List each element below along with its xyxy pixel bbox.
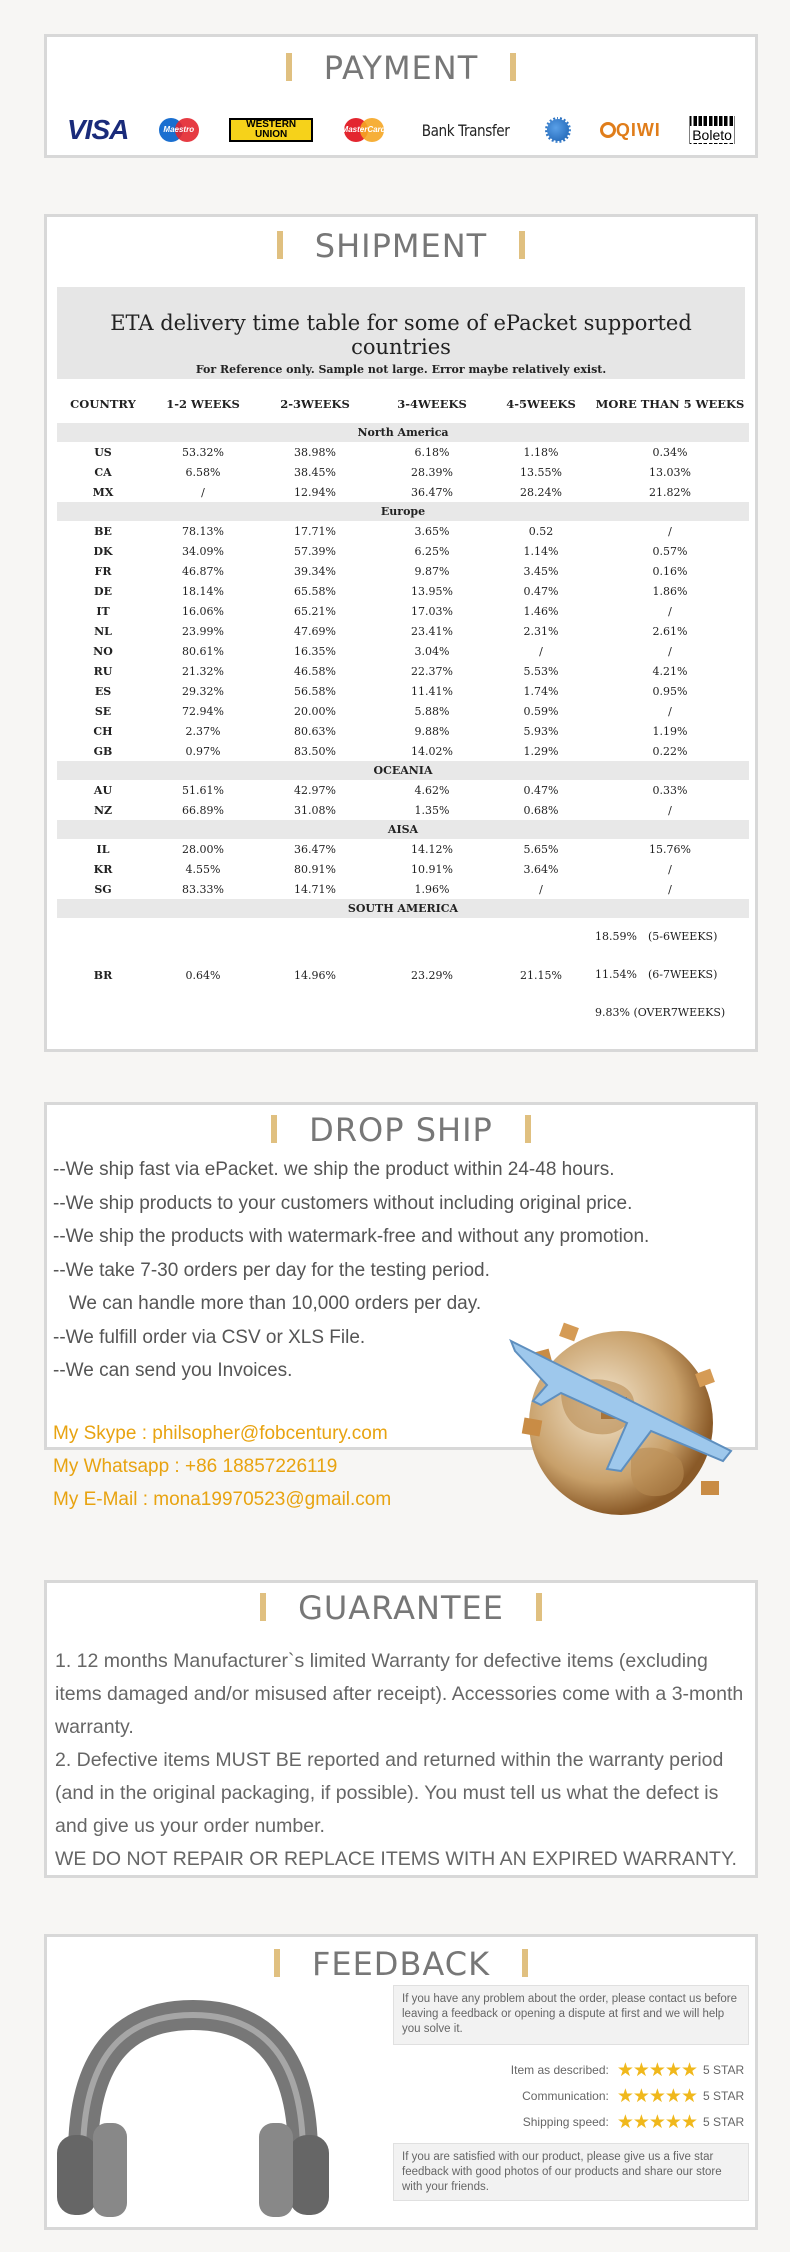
percent-cell: 1.74% [523, 684, 559, 698]
percent-cell: 53.32% [182, 445, 224, 459]
percent-cell: 80.61% [182, 644, 224, 658]
percent-cell: 56.58% [294, 684, 336, 698]
country-cell: BR [93, 968, 113, 982]
shipment-section [44, 214, 758, 1052]
table-row [57, 879, 749, 899]
percent-cell: 1.14% [523, 544, 559, 558]
eta-banner [57, 287, 745, 379]
percent-cell: 31.08% [294, 803, 336, 817]
percent-cell: 4.21% [652, 664, 688, 678]
table-row [57, 581, 749, 601]
percent-cell: 1.46% [523, 604, 559, 618]
dropship-line: --We ship fast via ePacket. we ship the product within 24-48 hours. [53, 1159, 615, 1180]
dropship-line: --We fulfill order via CSV or XLS File. [53, 1326, 366, 1348]
star-icons: ★★★★★ [616, 2085, 697, 2107]
boleto-logo: Boleto [689, 116, 735, 144]
percent-cell: 9.87% [414, 564, 450, 578]
table-row [57, 442, 749, 462]
heading-bar-left [286, 53, 292, 81]
table-row [57, 721, 749, 741]
percent-cell: 13.03% [649, 465, 691, 479]
percent-cell: 21.32% [182, 664, 224, 678]
percent-cell: 17.03% [411, 604, 453, 618]
table-row [57, 800, 749, 820]
country-cell: US [94, 445, 112, 459]
percent-cell: 65.21% [294, 604, 336, 618]
payment-heading [47, 49, 755, 87]
feedback-note-top: If you have any problem about the order, please contact us before leaving a feedback or opening a dispute at first and we will help you solve it. [393, 1985, 749, 2045]
table-row [57, 601, 749, 621]
percent-cell: 47.69% [294, 624, 336, 638]
percent-cell: 21.15% [520, 968, 562, 982]
payment-logos [67, 113, 735, 147]
feedback-heading [47, 1945, 755, 1983]
percent-cell: 21.82% [649, 485, 691, 499]
percent-cell: 0.33% [652, 783, 688, 797]
dropship-line: --We can send you Invoices. [53, 1360, 293, 1381]
percent-cell: 57.39% [294, 544, 336, 558]
percent-cell: 1.96% [414, 882, 450, 896]
region-row [57, 423, 749, 442]
percent-cell: 2.61% [652, 624, 688, 638]
percent-cell: 66.89% [182, 803, 224, 817]
eta-table-body [57, 423, 749, 1032]
table-row [57, 661, 749, 681]
headphones-icon [53, 1995, 333, 2217]
percent-cell: 36.47% [294, 842, 336, 856]
table-row [57, 462, 749, 482]
percent-cell: 15.76% [649, 842, 691, 856]
percent-cell: 80.91% [294, 862, 336, 876]
percent-cell: 0.34% [652, 445, 688, 459]
guarantee-paragraph: 1. 12 months Manufacturer`s limited Warranty for defective items (excluding items damaged and/or misused after receipt). Accessories come with a 3-month warranty. [55, 1650, 744, 1738]
country-cell: AU [93, 783, 113, 797]
heading-bar-right [525, 1115, 531, 1143]
table-row [57, 482, 749, 502]
country-cell: CA [94, 465, 112, 479]
percent-cell: 3.04% [414, 644, 450, 658]
percent-cell: 38.98% [294, 445, 336, 459]
percent-cell: 28.39% [411, 465, 453, 479]
country-cell: IL [96, 842, 110, 856]
qiwi-logo: QIWI [600, 116, 661, 144]
percent-cell: 39.34% [294, 564, 336, 578]
country-cell: NZ [93, 803, 113, 817]
eta-table [57, 385, 749, 1032]
rating-row [393, 2057, 749, 2083]
percent-cell: 14.12% [411, 842, 453, 856]
percent-cell: 42.97% [294, 783, 336, 797]
percent-cell: 80.63% [294, 724, 336, 738]
country-cell: DE [94, 584, 112, 598]
percent-cell [591, 918, 749, 1032]
table-row [57, 541, 749, 561]
dropship-contacts [53, 1417, 391, 1516]
percent-cell: 3.65% [414, 524, 450, 538]
percent-cell: 1.18% [523, 445, 559, 459]
percent-cell: 14.96% [294, 968, 336, 982]
percent-cell: 0.47% [523, 584, 559, 598]
percent-cell: 28.00% [182, 842, 224, 856]
percent-cell: 38.45% [294, 465, 336, 479]
percent-cell: / [668, 524, 672, 538]
percent-cell: 0.95% [652, 684, 688, 698]
heading-bar-left [277, 231, 283, 259]
percent-cell: 3.45% [523, 564, 559, 578]
percent-cell: 14.71% [294, 882, 336, 896]
percent-cell: 34.09% [182, 544, 224, 558]
percent-cell: 14.02% [411, 744, 453, 758]
percent-cell: 0.52 [528, 524, 554, 538]
dropship-line: We can handle more than 10,000 orders per day. [53, 1293, 482, 1314]
percent-cell: 5.93% [523, 724, 559, 738]
percent-cell: / [668, 704, 672, 718]
country-cell: NO [93, 644, 113, 658]
heading-bar-left [274, 1949, 280, 1977]
percent-cell: 1.29% [523, 744, 559, 758]
header-cell: MORE THAN 5 WEEKS [595, 397, 745, 411]
email-contact[interactable]: My E-Mail : mona19970523@gmail.com [53, 1489, 392, 1510]
table-row [57, 839, 749, 859]
guarantee-section [44, 1580, 758, 1878]
visa-logo: VISA [67, 114, 129, 145]
table-row [57, 521, 749, 541]
guarantee-paragraph: 2. Defective items MUST BE reported and returned within the warranty period (and in the original packaging, if possible). You must tell us what the defect is and give us your order number. [55, 1749, 724, 1837]
guarantee-heading [47, 1589, 755, 1627]
shipment-title: SHIPMENT [314, 227, 488, 265]
country-cell: BE [94, 524, 112, 538]
rating-row [393, 2109, 749, 2135]
percent-cell: 22.37% [411, 664, 453, 678]
br-more-line: 11.54% (6-7WEEKS) [595, 968, 718, 981]
percent-cell: 0.59% [523, 704, 559, 718]
maestro-logo: Maestro [157, 116, 201, 144]
percent-cell: 36.47% [411, 485, 453, 499]
header-cell: COUNTRY [70, 397, 136, 411]
percent-cell: / [668, 882, 672, 896]
region-name: SOUTH AMERICA [57, 899, 749, 918]
table-row [57, 741, 749, 761]
rating-row [393, 2083, 749, 2109]
percent-cell: 4.55% [185, 862, 221, 876]
percent-cell: 83.33% [182, 882, 224, 896]
table-row [57, 701, 749, 721]
percent-cell: 3.64% [523, 862, 559, 876]
br-more-line: 9.83% (OVER7WEEKS) [595, 1006, 726, 1019]
percent-cell: 0.47% [523, 783, 559, 797]
br-more-line: 18.59% (5-6WEEKS) [595, 930, 718, 943]
country-cell: DK [93, 544, 113, 558]
percent-cell: 5.53% [523, 664, 559, 678]
percent-cell: 23.41% [411, 624, 453, 638]
mastercard-logo: MasterCard [342, 116, 386, 144]
table-row [57, 780, 749, 800]
region-name: OCEANIA [57, 761, 749, 780]
percent-cell: 0.97% [185, 744, 221, 758]
percent-cell: 11.41% [411, 684, 453, 698]
dropship-title: DROP SHIP [309, 1111, 493, 1149]
bank-transfer-logo: Bank Transfer [421, 120, 510, 140]
percent-cell: 2.31% [523, 624, 559, 638]
percent-cell: 12.94% [294, 485, 336, 499]
webmoney-icon [545, 117, 571, 143]
percent-cell: / [201, 485, 205, 499]
percent-cell: 5.88% [414, 704, 450, 718]
ratings [393, 2057, 749, 2135]
percent-cell: 20.00% [294, 704, 336, 718]
dropship-heading [47, 1111, 755, 1149]
percent-cell: / [668, 803, 672, 817]
percent-cell: / [539, 644, 543, 658]
percent-cell: 16.06% [182, 604, 224, 618]
star-icons: ★★★★★ [616, 2111, 697, 2133]
country-cell: MX [92, 485, 114, 499]
percent-cell: 46.87% [182, 564, 224, 578]
region-row [57, 899, 749, 918]
western-union-logo: WESTERN UNION [229, 118, 313, 142]
heading-bar-right [519, 231, 525, 259]
star-icons: ★★★★★ [616, 2059, 697, 2081]
region-name: Europe [57, 502, 749, 521]
percent-cell: 18.14% [182, 584, 224, 598]
feedback-note-bottom: If you are satisfied with our product, please give us a five star feedback with good photos of our products and share our store with your friends. [393, 2143, 749, 2201]
guarantee-title: GUARANTEE [298, 1589, 504, 1627]
heading-bar-right [510, 53, 516, 81]
rating-label: Communication: [522, 2089, 609, 2103]
percent-cell: 72.94% [182, 704, 224, 718]
table-row [57, 561, 749, 581]
percent-cell: / [668, 862, 672, 876]
percent-cell: 46.58% [294, 664, 336, 678]
region-name: North America [57, 423, 749, 442]
dropship-line: --We take 7-30 orders per day for the testing period. [53, 1259, 490, 1281]
percent-cell: 16.35% [294, 644, 336, 658]
globe-airplane-icon [501, 1301, 751, 1523]
table-row [57, 859, 749, 879]
header-cell: 1-2 WEEKS [166, 397, 240, 411]
percent-cell: 2.37% [185, 724, 221, 738]
table-header-row [57, 385, 749, 423]
country-cell: KR [93, 862, 113, 876]
header-cell: 2-3WEEKS [280, 397, 350, 411]
payment-section [44, 34, 758, 158]
percent-cell: 51.61% [182, 783, 224, 797]
percent-cell: 78.13% [182, 524, 224, 538]
eta-subtitle: For Reference only. Sample not large. Error maybe relatively exist. [195, 363, 607, 376]
skype-contact[interactable]: My Skype : philsopher@fobcentury.com [53, 1423, 388, 1444]
percent-cell: 28.24% [520, 485, 562, 499]
percent-cell: 13.95% [411, 584, 453, 598]
percent-cell: 13.55% [520, 465, 562, 479]
percent-cell: 83.50% [294, 744, 336, 758]
percent-cell: 0.64% [185, 968, 221, 982]
percent-cell: 6.58% [185, 465, 221, 479]
heading-bar-left [271, 1115, 277, 1143]
percent-cell: 1.19% [652, 724, 688, 738]
heading-bar-right [536, 1593, 542, 1621]
percent-cell: 0.22% [652, 744, 688, 758]
eta-title: ETA delivery time table for some of ePacket supported countries [110, 311, 692, 359]
country-cell: FR [94, 564, 112, 578]
percent-cell: 0.16% [652, 564, 688, 578]
region-row [57, 820, 749, 839]
feedback-section [44, 1934, 758, 2230]
dropship-section [44, 1102, 758, 1510]
percent-cell: 0.68% [523, 803, 559, 817]
percent-cell: 9.88% [414, 724, 450, 738]
heading-bar-right [522, 1949, 528, 1977]
percent-cell: 6.18% [414, 445, 450, 459]
country-cell: IT [96, 604, 110, 618]
percent-cell: 6.25% [414, 544, 450, 558]
region-name: AISA [57, 820, 749, 839]
header-cell: 3-4WEEKS [397, 397, 467, 411]
country-cell: RU [93, 664, 113, 678]
percent-cell: 4.62% [414, 783, 450, 797]
payment-title: PAYMENT [323, 49, 479, 87]
percent-cell: / [539, 882, 543, 896]
dropship-line: --We ship the products with watermark-free and without any promotion. [53, 1226, 650, 1247]
country-cell: SG [94, 882, 112, 896]
guarantee-text [55, 1645, 747, 1876]
rating-value: 5 STAR [703, 2063, 745, 2077]
country-cell: SE [94, 704, 112, 718]
country-cell: GB [93, 744, 113, 758]
shipment-heading [47, 227, 755, 265]
rating-label: Item as described: [510, 2063, 609, 2077]
country-cell: ES [94, 684, 112, 698]
table-row [57, 641, 749, 661]
rating-value: 5 STAR [703, 2089, 745, 2103]
region-row [57, 761, 749, 780]
heading-bar-left [260, 1593, 266, 1621]
percent-cell: 10.91% [411, 862, 453, 876]
percent-cell: 1.86% [652, 584, 688, 598]
percent-cell: 29.32% [182, 684, 224, 698]
rating-label: Shipping speed: [522, 2115, 609, 2129]
table-row [57, 681, 749, 701]
percent-cell: 1.35% [414, 803, 450, 817]
whatsapp-contact[interactable]: My Whatsapp : +86 18857226119 [53, 1456, 338, 1477]
region-row [57, 502, 749, 521]
percent-cell: 23.99% [182, 624, 224, 638]
rating-value: 5 STAR [703, 2115, 745, 2129]
percent-cell: 0.57% [652, 544, 688, 558]
percent-cell: / [668, 644, 672, 658]
percent-cell: 5.65% [523, 842, 559, 856]
percent-cell: 17.71% [294, 524, 336, 538]
guarantee-paragraph: WE DO NOT REPAIR OR REPLACE ITEMS WITH AN EXPIRED WARRANTY. [55, 1848, 737, 1870]
table-row [57, 918, 749, 1032]
country-cell: NL [94, 624, 112, 638]
country-cell: CH [93, 724, 113, 738]
percent-cell: 65.58% [294, 584, 336, 598]
dropship-line: --We ship products to your customers without including original price. [53, 1192, 633, 1214]
percent-cell: / [668, 604, 672, 618]
table-row [57, 621, 749, 641]
percent-cell: 23.29% [411, 968, 453, 982]
feedback-title: FEEDBACK [311, 1945, 491, 1983]
header-cell: 4-5WEEKS [506, 397, 576, 411]
